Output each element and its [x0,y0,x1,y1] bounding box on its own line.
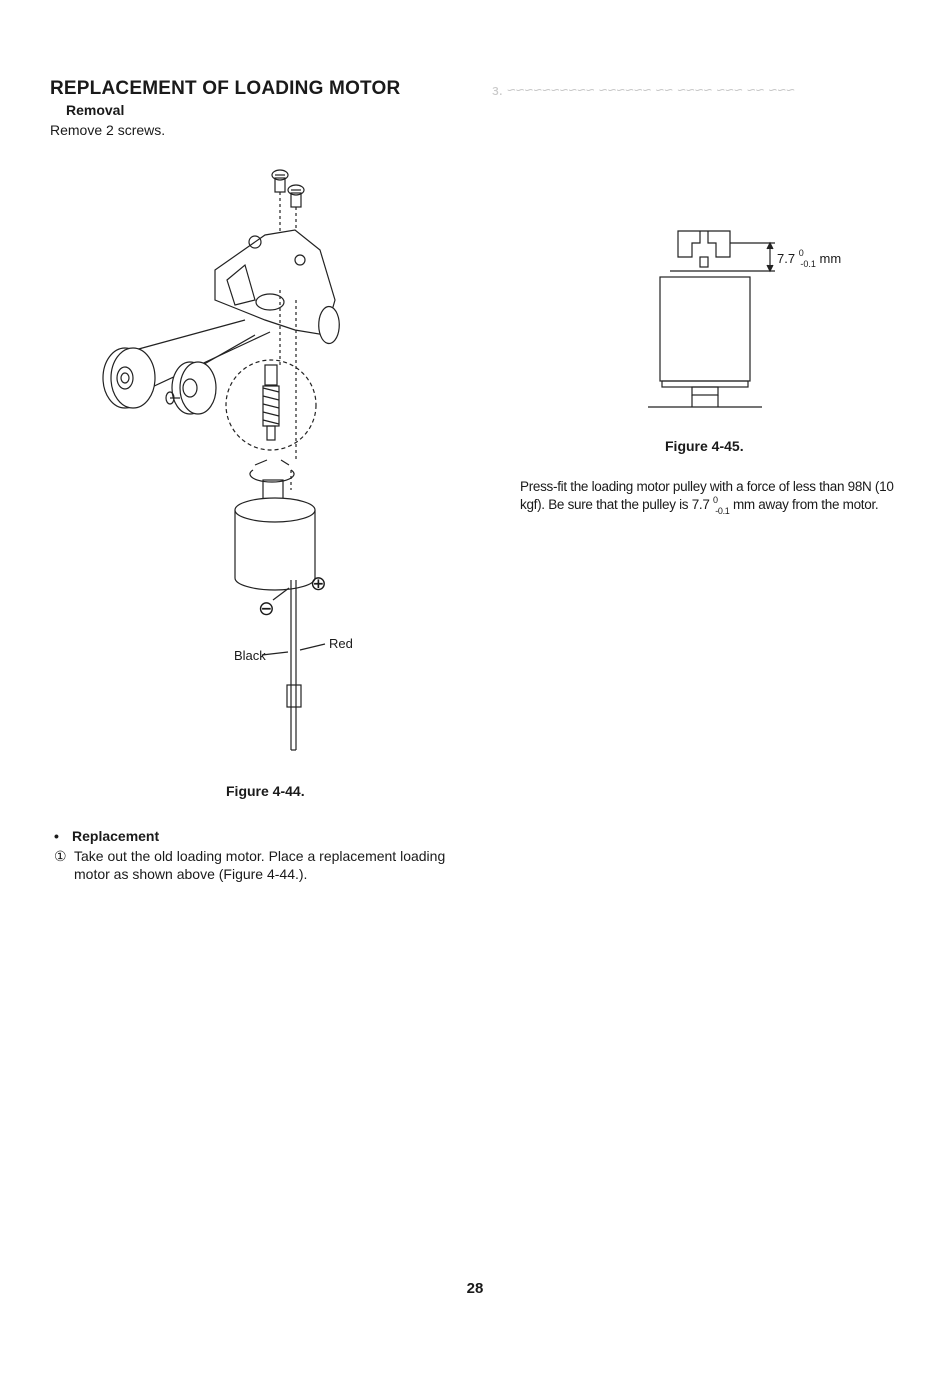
pulley-profile [678,231,730,267]
step-text-line2: motor as shown above (Figure 4-44.). [74,866,308,882]
press-fit-line1: Press-fit the loading motor pulley with a force of less than 98N (10 [520,479,894,494]
bleed-through-text: ~~~ ~~ ~~~ ~~~~ ~~ ~~~~~~ ~~~~~~~~~~ .ε [492,82,795,99]
red-wire-label: Red [329,636,353,651]
pulley-large [103,348,155,408]
step-number: ① [54,848,67,864]
motor-body [648,271,762,407]
dimension-line [730,243,775,271]
loading-motor [235,480,315,590]
figure-4-44-drawing [95,160,365,760]
press-fit-line2-pre: kgf). Be sure that the pulley is 7.7 [520,497,710,512]
worm-gear [263,365,279,440]
press-fit-note [520,478,930,515]
dimension-label [777,248,842,269]
pulley-small [166,362,216,414]
black-wire-label: Black [234,648,266,663]
minus-terminal-label: ⊖ [258,598,275,620]
dimension-unit: mm [819,251,842,266]
page-number: 28 [466,1280,484,1297]
press-fit-tol-lower: -0.1 [715,506,730,516]
press-fit-line2-post: mm away from the motor. [732,497,879,512]
replacement-step [54,847,484,883]
replacement-label: Replacement [72,828,160,844]
press-fit-tol-upper: 0 [713,495,718,505]
removal-heading: Removal [66,102,125,118]
figure-4-45-drawing [640,225,780,415]
figure-4-45-caption: Figure 4-45. [665,438,744,454]
figure-4-44-caption: Figure 4-44. [226,783,305,799]
replacement-heading [54,828,159,844]
motor-bracket [215,230,339,343]
section-title: REPLACEMENT OF LOADING MOTOR [50,78,401,99]
removal-step: Remove 2 screws. [50,122,166,138]
dimension-tol-lower: -0.1 [800,259,816,269]
bullet-icon: • [54,828,59,844]
step-text-line1: Take out the old loading motor. Place a replacement loading [74,848,446,864]
plus-terminal-label: ⊕ [310,573,327,595]
dimension-tol-upper: 0 [798,248,804,258]
dimension-value: 7.7 [777,251,796,266]
